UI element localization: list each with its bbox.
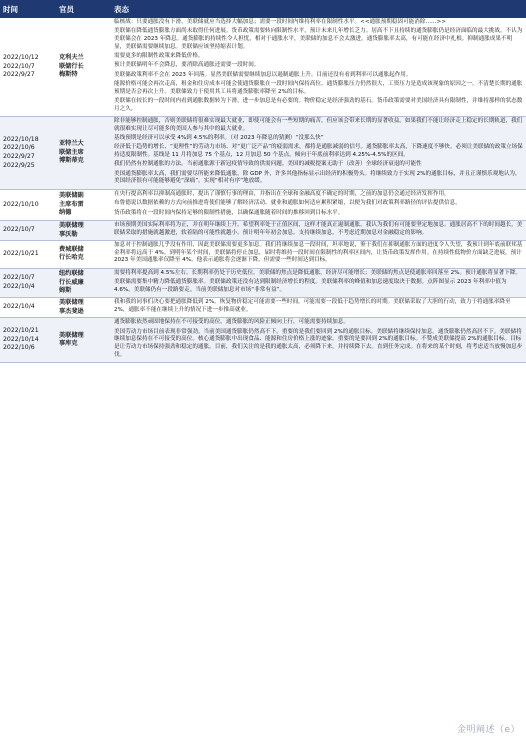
statement-paragraph: 市场预期美国实际利率将为正，并在明年继续上升。希望利率处于正值区间，这样才能真正遏制通胀。我认为我们有可能要坚定地加息。通胀居高不下的时间越长，美联储采取的措施就越激进，软着陆的可能性就越小。预计明年年初会加息。支持继续加息，不考虑近期加息对金融稳定的影响。	[114, 222, 523, 236]
row-official: 美联储理 事杰斐逊	[56, 298, 111, 318]
statements-table	[0, 0, 526, 363]
row-official: 美联储理 事沃勒	[56, 221, 111, 241]
statement-paragraph: 需要更多的限制性政策来降低价格。	[114, 52, 204, 59]
table-row	[0, 189, 526, 220]
watermark: 金明阐述（e）	[456, 725, 520, 735]
statement-paragraph: 除非能够控制通胀，否则美联储将很难实现最大就业，即使可能会有一些短期的痛苦，但应该会带来长期的显著收益。如果我们不能让经济走上稳定的长期轨道，我们就很难实现让尽可能多的美国人参与其中的最大就业。	[114, 118, 523, 132]
row-dates: 2022/10/7 2022/10/4	[0, 268, 56, 297]
row-dates: 2022/10/7	[0, 221, 56, 241]
statement-paragraph: 美联储政策利率不会在 2023 年回落。显然美联储需要继续加息以遏制通胀上升。目前还没有看到利率可以通胀起作用。	[114, 71, 412, 78]
statement-paragraph: 在央行提高利率以抑制高通胀时，提出了谨慎行事的理由，并指出在全球和金融高度不确定的时期，之前的加息仍会通过经济发挥作用。	[114, 190, 450, 197]
row-statement	[111, 241, 526, 269]
statement-paragraph: 能源价格可能会再次走高，租金和住房成本可能会使通货膨胀在一段时间内保持高位。通货膨胀压力仍然很大，工资压力是造成该现象的原因之一。不清楚长期的通胀预期是否会再次上升。美联储致力于使用其工具将通货膨胀率降至 2%的目标。	[114, 81, 523, 95]
statement-paragraph: 临核战：只要通胀没有下滑，美联储就应当选择大幅加息；需要一段时间内维持利率在限制性水平。<<通胀预期稳固可能消除……>>	[114, 19, 446, 25]
statement-paragraph: 美联储在较长的一段时间内看到通胀数据转为下滑，进一步加息是有必要的。物价稳定是经济强劲的基石。货币政策需要对美国经济具有限制性，并维持那样的状态数月之久。	[114, 98, 523, 112]
statement-paragraph: 我们仍然有控制通胀的方法。当前通胀源于新冠疫情导致的供需问题。美国的减税提案无助于（改善）全球经济衰退的可能性	[114, 161, 422, 168]
table-row	[0, 221, 526, 241]
table-row	[0, 18, 526, 117]
table-row	[0, 117, 526, 190]
row-statement	[111, 18, 526, 117]
row-statement	[111, 298, 526, 318]
statement-paragraph: 美国通货膨胀率太高，我们需要尽所能来降低通胀。除 GDP 外，许多其他指标显示出经济的积极势头。将继续致力于实现 2%的通胀目标，并且正谨慎乐观地认为，美国经济很有可能能够避免“深痛”，实现“相对有序”地放缓。	[114, 170, 521, 185]
table-row	[0, 318, 526, 363]
table-row	[0, 298, 526, 318]
row-statement	[111, 117, 526, 190]
statement-paragraph: 基线预期是经济可以承受 4%到 4.5%的利率。（对 2023 年降息的猜测）“没那么快”	[114, 135, 324, 142]
row-official: 克利夫兰 联储行长 梅斯特	[56, 18, 111, 117]
statement-paragraph: 美联储需要集中精力降低通货膨胀率。美联储政策还没有达到限制经济增长的程度。美联储利率的峰值和加息速度取决于数据。点阵图显示 2023 年利率中值为 4.6%。美联储仍有一段路要走。当前美联储加息对市场“非常有益”。	[114, 279, 507, 293]
row-official: 纽约联储 行长威廉 姆斯	[56, 268, 111, 297]
statement-paragraph: 货币政策将在一段时间内保持足够的限制性措施，以确保通胀随着时间的推移回到目标水平。	[114, 209, 344, 216]
row-statement	[111, 221, 526, 241]
statement-paragraph: 美国劳动力市场目前表现非常强劲。当前美国通货膨胀仍然高不下。重要的是我们要回到 2%的通胀目标。美联储将继续保持加息。通货膨胀仍然高居不下。美联储将继续加息保持在不可接受的高位。核心通货膨胀中出现食品、能源和住房价格上涨的迹象。重要的是要回到 2%的通胀目标。不赞成美联储提高 2%的通胀目标。目标是让劳动力市场保持强劲和稳定的通胀。目前，我们关注的是我的通胀太高，必须降下来，并持续降下去。直到任务完成。在将来的某个时刻，将考虑适当放慢加息步伐。	[114, 328, 523, 358]
table-row	[0, 268, 526, 297]
row-official: 亚特兰大 联储主席 博斯蒂克	[56, 117, 111, 190]
statement-paragraph: 经济低于趋势的增长、“更理性”的劳动力市场、对“更广泛产品”的疲弱需求，都将是通胀减弱的信号。通货膨胀率太高，下降速度不够快。必须让美联储的政策立场保持适度限制性。基线是 11 月将加息 75 个基点，12 月加息 50 个基点。倾向于年底前利率达到 4.25%-4.5%的区间。	[114, 144, 523, 159]
row-dates: 2022/10/4	[0, 298, 56, 318]
row-dates: 2022/10/12 2022/10/7 2022/9/27	[0, 18, 56, 117]
row-dates: 2022/10/21 2022/10/14 2022/10/6	[0, 318, 56, 363]
table-header-row	[0, 0, 526, 18]
statement-paragraph: 预计美联储明年不会降息，要消除高通胀还需要一段时间。	[114, 62, 260, 69]
row-official: 美联储理 事库克	[56, 318, 111, 363]
table-body	[0, 18, 526, 362]
row-dates: 2022/10/18 2022/10/6 2022/9/27 2022/9/25	[0, 117, 56, 190]
statement-paragraph: 我和我的同事们决心要把通胀降低到 2%。恢复物价稳定可能需要一些时间，可能需要一段低于趋势增长的时期。美联储采取了大胆的行动，致力于将通胀率降至 2%，通胀率不能在继续上升的情况下进一步推高就业。	[114, 299, 511, 313]
statement-paragraph: 美联储在降低通货膨胀方面尚未取得任何进展。货币政策需要转向限制性水平，预计未来几年增长乏力。居高不下且持续的通货膨胀仍是经济面临的最大挑战。不认为美联储会在 2023 年降息。通货膨胀的持续性令人担忧，相对于通胀水平，美联储的加息不会太激进。通货膨胀率太高，有可能在经济中扎根。抑制通胀成果不明显，美联储需要继续加息。美联储应该坚持缩表计划。	[114, 28, 523, 50]
header-official: 官员	[56, 0, 111, 18]
row-statement	[111, 318, 526, 363]
statement-paragraph: 需要将利率提高到 4.5%左右。长期利率仍处于历史低位。美联储的焦点是降低通胀，经济尽可能增长；美联储的焦点是使通胀率回落至 2%。预计通胀将显著下降。	[114, 269, 522, 276]
table-row	[0, 241, 526, 269]
statement-paragraph: 布鲁德说以数据依赖的方式向前推进将使们能够了解经济活动、就业和通胀如何适应累积紧缩，以便为我们对政策利率路径的评估提供信息。	[114, 200, 461, 207]
row-dates: 2022/10/10	[0, 189, 56, 220]
statement-paragraph: 加息对于控制通胀几乎没有作用，因此美联储需要更多加息。我们将继续加息一段时间，坦率地说，鉴于我们在抑制通胀方面的进度令人失望，我预计到年底前联邦基金利率将远高于 4%。到明年某个时间，美联储将停止加息，届时将维持一段时间在限制性的利率区间内，让货币政策发挥作用。在持续性低物价方面缺乏进展，预计 2023 年美国通胀率仅降至 4%。他表示通胀将会逐渐下降，但需要一些时间达到目标。	[114, 242, 523, 264]
row-official: 美联储副 主席布雷 纳德	[56, 189, 111, 220]
row-dates: 2022/10/21	[0, 241, 56, 269]
row-official: 费城联储 行长哈克	[56, 241, 111, 269]
row-statement	[111, 189, 526, 220]
header-time: 时间	[0, 0, 56, 18]
row-statement	[111, 268, 526, 297]
header-statement: 表态	[111, 0, 526, 18]
statement-paragraph: 通货膨胀依然顽固地保持在不可接受的高位。通货膨胀的风险正倾向上行，可能需要持续加息。	[114, 319, 349, 326]
